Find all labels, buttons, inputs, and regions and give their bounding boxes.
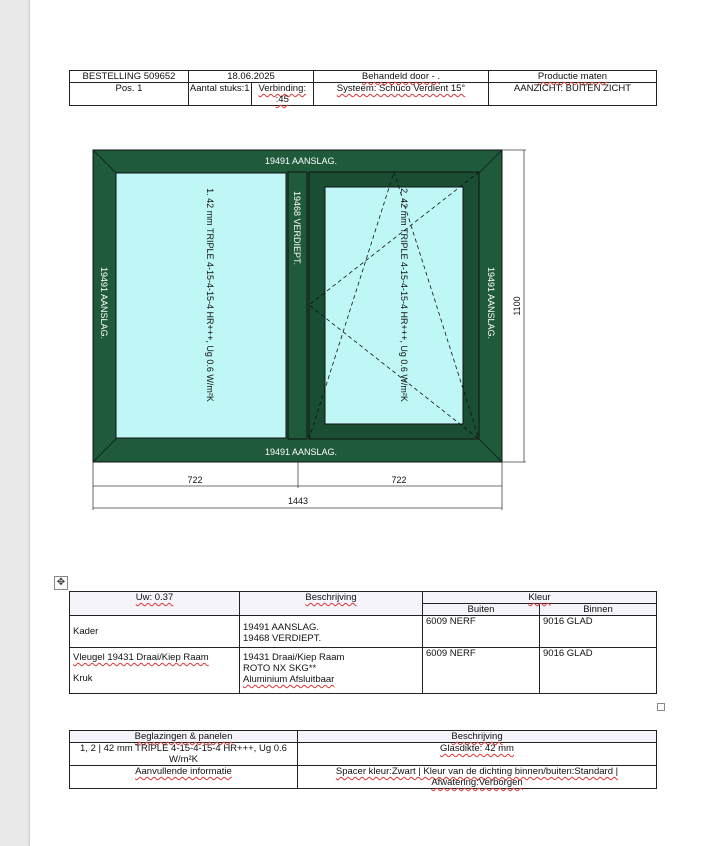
- glazing-description-header: Beschrijving: [298, 731, 657, 743]
- view-label: AANZICHT: BUITEN ZICHT: [489, 83, 657, 106]
- table-row: [70, 648, 657, 694]
- frame-top-label: 19491 AANSLAG.: [264, 156, 338, 166]
- outside-color: 6009 NERF: [423, 648, 540, 694]
- production-label: Productie maten: [489, 71, 657, 83]
- uw-value: Uw: 0.37: [70, 592, 240, 616]
- inside-color: 9016 GLAD: [540, 648, 657, 694]
- connection-label: Verbinding: :45: [258, 83, 307, 105]
- desc-line: 19431 Draai/Kiep Raam: [243, 652, 345, 663]
- table-move-handle-icon[interactable]: ✥: [54, 576, 68, 590]
- table-row: [70, 766, 657, 789]
- width-left-value: 722: [187, 475, 203, 485]
- color-header: Kleur: [423, 592, 657, 604]
- glazing-table: [69, 730, 657, 789]
- glazing-value: 1, 2 | 42 mm TRIPLE 4-15-4-15-4 HR+++, Ug 0.6 W/m²K: [70, 743, 298, 766]
- order-date: 18.06.2025: [189, 71, 314, 83]
- part-name: Vleugel 19431 Draai/Kiep Raam: [73, 652, 209, 663]
- position-label: Pos. 1: [70, 83, 189, 106]
- glass-thickness: Glasdikte: 42 mm: [298, 743, 657, 766]
- frame-right-label: 19491 AANSLAG.: [486, 266, 496, 340]
- desc-line: Aluminium Afsluitbaar: [243, 674, 335, 685]
- glass-1-label: 1. 42 mm TRIPLE 4-15-4-15-4 HR+++, Ug 0.6 W/m²K: [205, 188, 215, 402]
- system-label: Systeem: Schüco Verdient 15°: [314, 83, 489, 106]
- description-header: Beschrijving: [240, 592, 423, 616]
- table-resize-handle[interactable]: [657, 703, 665, 711]
- inside-color: 9016 GLAD: [540, 616, 657, 648]
- fixed-glass-pane: [116, 173, 286, 438]
- extra-info-description: Spacer kleur:Zwart | Kleur van de dichting binnen/buiten:Standard | Afwatering:Verborgen: [298, 766, 657, 789]
- quantity-label: Aantal stuks:1: [189, 83, 252, 105]
- outside-color: 6009 NERF: [423, 616, 540, 648]
- desc-line: ROTO NX SKG**: [243, 663, 317, 674]
- part-subname: Kruk: [73, 673, 93, 684]
- desc-line: 19491 AANSLAG.: [243, 622, 320, 633]
- part-name: Kader: [73, 626, 99, 637]
- width-right-value: 722: [391, 475, 407, 485]
- table-row: [70, 616, 657, 648]
- table-row: [70, 743, 657, 766]
- handled-by: Behandeld door - .: [314, 71, 489, 83]
- sash-glass-pane: [325, 187, 463, 424]
- spec-table: [69, 591, 657, 694]
- extra-info-label: Aanvullende informatie: [70, 766, 298, 789]
- width-total-value: 1443: [287, 496, 309, 506]
- mullion-label: 19468 VERDIEPT.: [292, 190, 302, 266]
- desc-line: 19468 VERDIEPT.: [243, 633, 322, 644]
- order-number: BESTELLING 509652: [70, 71, 189, 83]
- frame-left-label: 19491 AANSLAG.: [99, 266, 109, 340]
- height-value: 1100: [512, 296, 522, 316]
- outside-header: Buiten: [423, 604, 540, 616]
- glass-2-label: 2. 42 mm TRIPLE 4-15-4-15-4 HR+++, Ug 0.6 W/m²K: [399, 188, 409, 402]
- glazing-header: Beglazingen & panelen: [70, 731, 298, 743]
- frame-bottom-label: 19491 AANSLAG.: [264, 447, 338, 457]
- inside-header: Binnen: [540, 604, 657, 616]
